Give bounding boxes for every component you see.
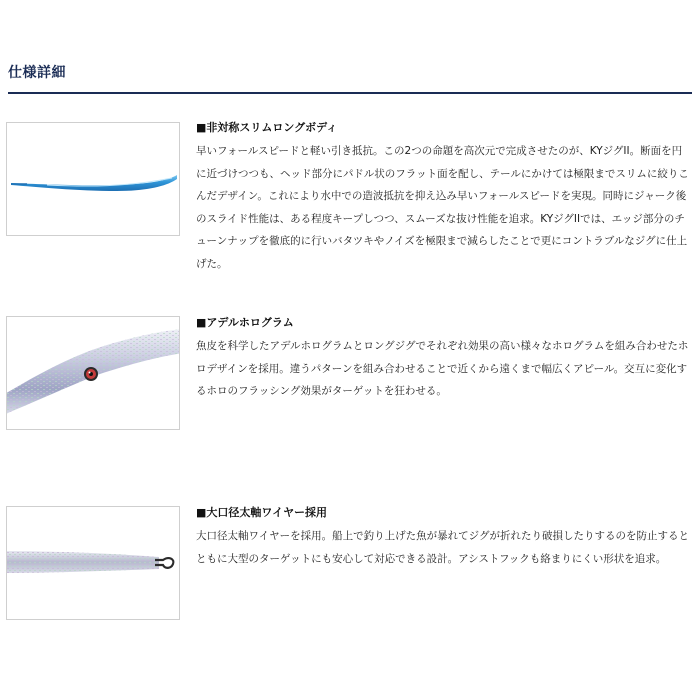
feature-wide-wire xyxy=(196,505,692,570)
heading-divider xyxy=(8,92,692,94)
feature-description: 早いフォールスピードと軽い引き抵抗。この2つの命題を高次元で完成させたのが、KYジグII。断面を円に近づけつつも、ヘッド部分にパドル状のフラット面を配し、テールにかけては極限までスリムに絞りこんだデザイン。これにより水中での造波抵抗を抑え込み早いフォールスピードを実現。同時にジャーク後のスライド性能は、ある程度キープしつつ、スムーズな抜け性能を追求。KYジグIIでは、エッジ部分のチューンナップを徹底的に行いバタツキやノイズを極限まで減らしたことで更にコントラブルなジグに仕上げた。 xyxy=(196,145,689,270)
feature-description: 大口径太軸ワイヤーを採用。船上で釣り上げた魚が暴れてジグが折れたり破損したりするのを防止するとともに大型のターゲットにも安心して対応できる設計。アシストフックも絡まりにくい形状を追求。 xyxy=(196,530,689,565)
feature-adel-hologram xyxy=(196,315,692,403)
blue-slim-jig-image xyxy=(6,122,180,236)
hologram-jig-closeup-image xyxy=(6,316,180,430)
feature-description: 魚皮を科学したアデルホログラムとロングジグでそれぞれ効果の高い様々なホログラムを組み合わせたホロデザインを採用。違うパターンを組み合わせることで近くから遠くまで幅広くアピール。交互に変化するホロのフラッシング効果がターゲットを狂わせる。 xyxy=(196,340,689,397)
wire-ring-jig-closeup-image xyxy=(6,506,180,620)
feature-title: ■非対称スリムロングボディ xyxy=(196,121,338,134)
feature-slim-body xyxy=(196,120,692,275)
feature-title: ■アデルホログラム xyxy=(196,316,294,329)
spec-heading: 仕様詳細 xyxy=(8,65,66,81)
feature-title: ■大口径太軸ワイヤー採用 xyxy=(196,506,328,519)
